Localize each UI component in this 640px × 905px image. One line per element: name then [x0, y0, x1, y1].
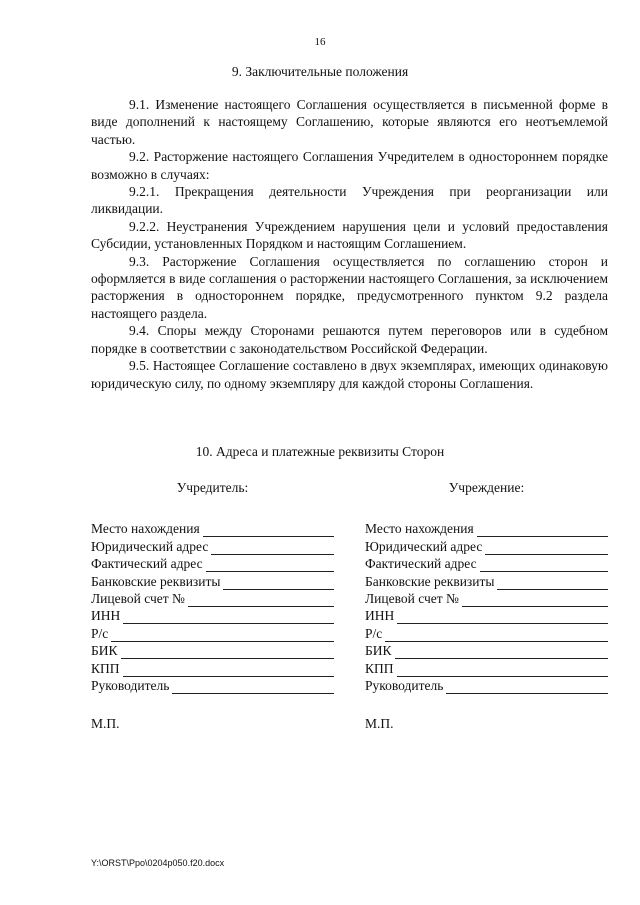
field-label: Место нахождения [91, 521, 200, 537]
clause-9-3: 9.3. Расторжение Соглашения осуществляется по соглашению сторон и оформляется в виде соглашения о расторжении настоящего Соглашения, за исключением расторжения в одностороннем порядке, предусмотренного пунктом 9.2 раздела настоящего раздела. [91, 253, 608, 321]
fill-line [188, 593, 334, 607]
founder-field[interactable] [91, 520, 334, 537]
founder-heading: Учредитель: [176, 480, 249, 495]
field-label: КПП [365, 660, 394, 676]
section-9-body [91, 96, 608, 392]
fill-line [480, 558, 608, 572]
page-number: 16 [314, 36, 326, 48]
institution-field[interactable] [365, 624, 608, 641]
fill-line [206, 558, 334, 572]
institution-field[interactable] [365, 607, 608, 624]
fill-line [211, 541, 334, 555]
clause-9-2: 9.2. Расторжение настоящего Соглашения Учредителем в одностороннем порядке возможно в случаях: [91, 149, 608, 182]
institution-field[interactable] [365, 590, 608, 607]
founder-field[interactable] [91, 642, 334, 659]
field-label: ИНН [91, 608, 121, 624]
institution-stamp-place: М.П. [365, 715, 394, 731]
founder-field[interactable] [91, 659, 334, 676]
field-label: Юридический адрес [91, 538, 209, 554]
clause-9-1: 9.1. Изменение настоящего Соглашения осуществляется в письменной форме в виде дополнений к настоящему Соглашению, которые являются его неотъемлемой частью. [91, 97, 608, 147]
fill-line [123, 663, 334, 677]
founder-field[interactable] [91, 607, 334, 624]
founder-stamp-place: М.П. [91, 715, 120, 731]
fill-line [172, 680, 334, 694]
clause-9-5: 9.5. Настоящее Соглашение составлено в двух экземплярах, имеющих одинаковую юридическую силу, по одному экземпляру для каждой стороны Соглашения. [91, 358, 608, 391]
institution-field[interactable] [365, 555, 608, 572]
field-label: КПП [91, 660, 120, 676]
fill-line [203, 523, 334, 537]
founder-field[interactable] [91, 590, 334, 607]
founder-field[interactable] [91, 677, 334, 694]
fill-line [497, 576, 608, 590]
field-label: Р/с [365, 625, 383, 641]
fill-line [123, 610, 334, 624]
field-label: ИНН [365, 608, 395, 624]
fill-line [385, 628, 608, 642]
fill-line [111, 628, 334, 642]
fill-line [397, 610, 608, 624]
institution-field[interactable] [365, 537, 608, 554]
fill-line [446, 680, 608, 694]
institution-field[interactable] [365, 677, 608, 694]
founder-field[interactable] [91, 537, 334, 554]
institution-heading: Учреждение: [448, 480, 525, 495]
institution-requisites [365, 480, 608, 732]
fill-line [223, 576, 334, 590]
clause-9-2-2: 9.2.2. Неустранения Учреждением нарушения цели и условий предоставления Субсидии, установленных Порядком и настоящим Соглашением. [91, 218, 608, 252]
field-label: Фактический адрес [91, 556, 203, 572]
institution-field[interactable] [365, 572, 608, 589]
file-path-footer: Y:\ORST\Ppo\0204p050.f20.docx [91, 858, 225, 868]
fill-line [485, 541, 608, 555]
fill-line [397, 663, 608, 677]
institution-field[interactable] [365, 659, 608, 676]
field-label: Банковские реквизиты [365, 573, 495, 589]
founder-field[interactable] [91, 572, 334, 589]
field-label: Место нахождения [365, 521, 474, 537]
founder-field[interactable] [91, 624, 334, 641]
fill-line [462, 593, 608, 607]
field-label: Руководитель [365, 677, 444, 693]
fill-line [395, 645, 608, 659]
founder-field[interactable] [91, 555, 334, 572]
section-9-title: 9. Заключительные положения [231, 64, 409, 79]
founder-requisites [91, 480, 334, 732]
field-label: Банковские реквизиты [91, 573, 221, 589]
section-10-title: 10. Адреса и платежные реквизиты Сторон [195, 444, 445, 459]
fill-line [477, 523, 608, 537]
institution-field[interactable] [365, 642, 608, 659]
clause-9-4: 9.4. Споры между Сторонами решаются путем переговоров или в судебном порядке в соответствии с законодательством Российской Федерации. [91, 323, 608, 356]
field-label: Фактический адрес [365, 556, 477, 572]
field-label: Лицевой счет № [91, 590, 185, 606]
field-label: Руководитель [91, 677, 170, 693]
fill-line [121, 645, 334, 659]
institution-field[interactable] [365, 520, 608, 537]
field-label: Юридический адрес [365, 538, 483, 554]
field-label: БИК [365, 643, 392, 659]
field-label: Лицевой счет № [365, 590, 459, 606]
field-label: БИК [91, 643, 118, 659]
clause-9-2-1: 9.2.1. Прекращения деятельности Учреждения при реорганизации или ликвидации. [91, 184, 608, 217]
field-label: Р/с [91, 625, 109, 641]
